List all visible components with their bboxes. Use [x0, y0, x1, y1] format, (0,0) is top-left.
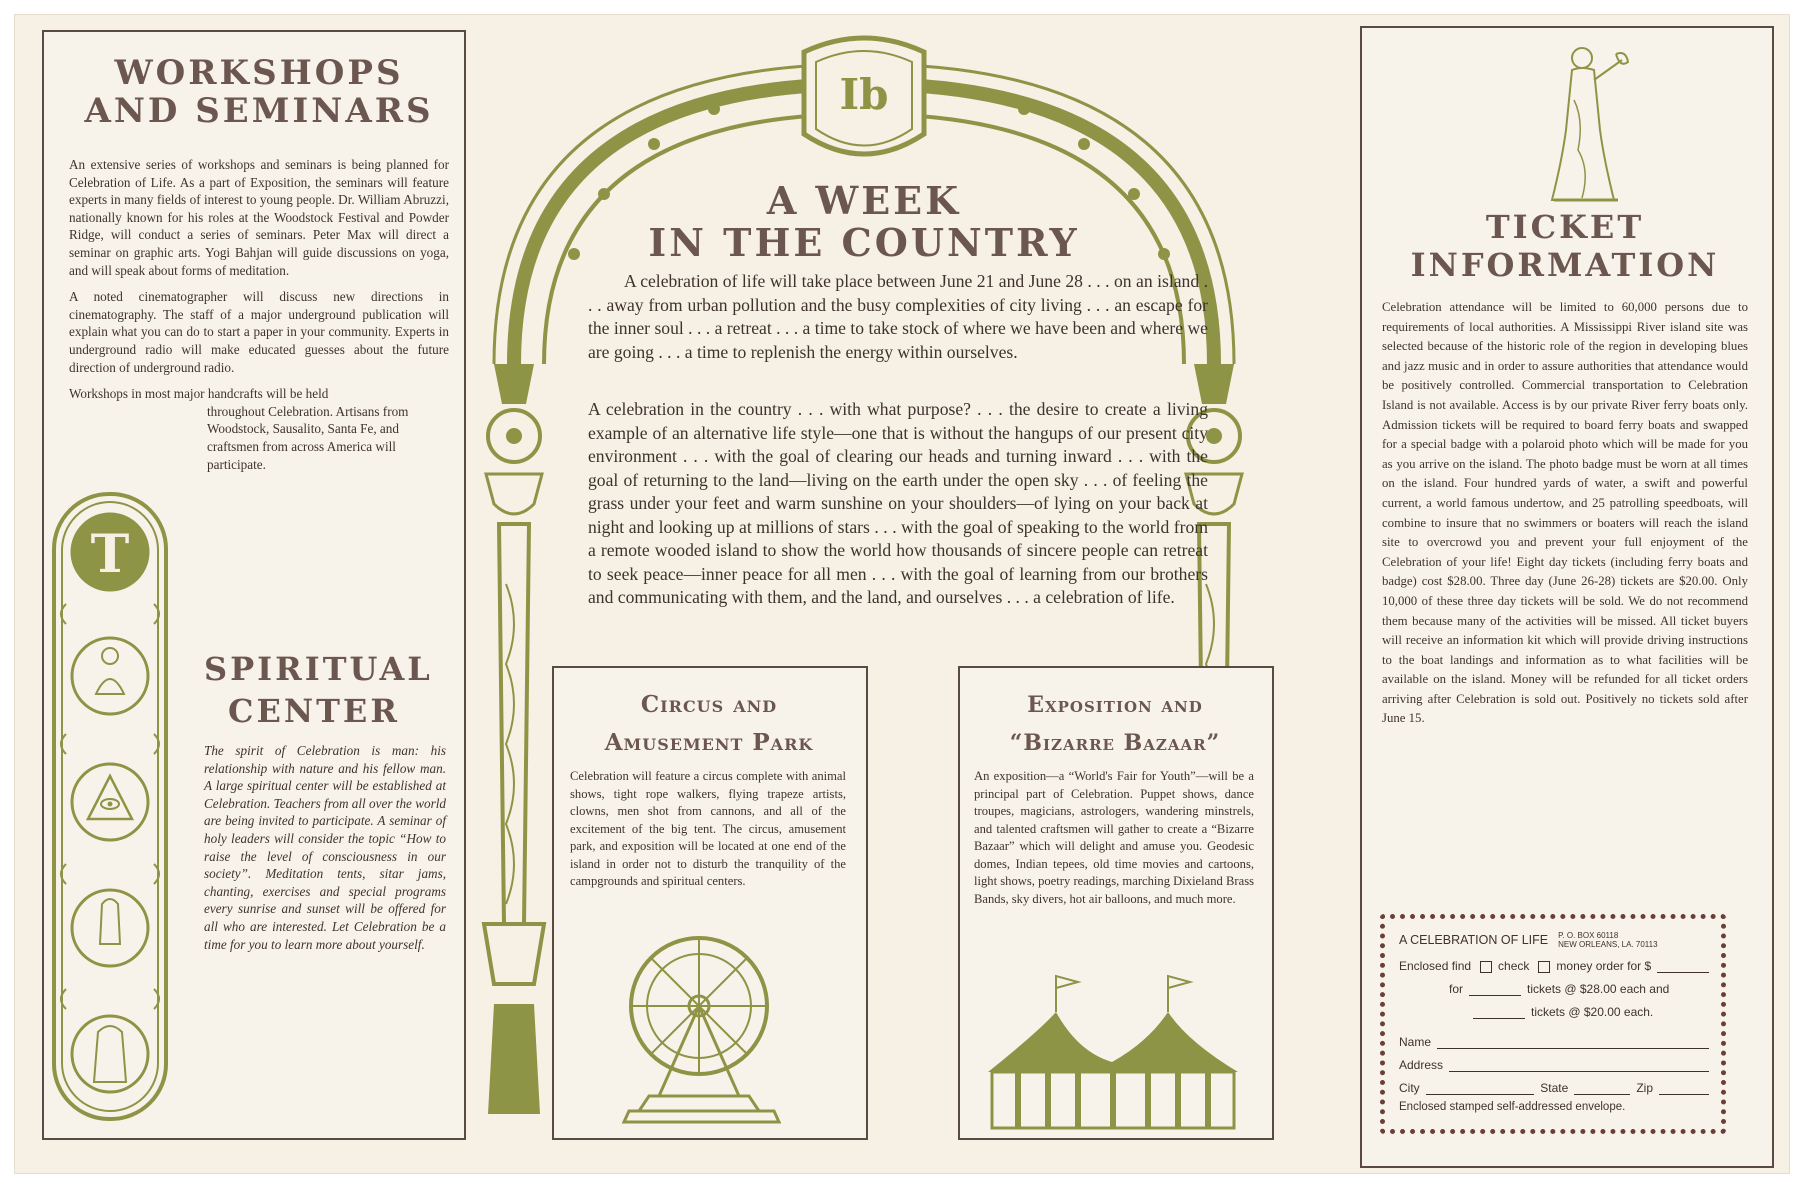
circus-tent-icon — [978, 972, 1248, 1132]
ticket-heading-line2: INFORMATION — [1410, 246, 1720, 284]
workshops-heading-line2: AND SEMINARS — [84, 91, 434, 131]
ticket-information-heading — [1364, 208, 1766, 284]
tickets-28-label: tickets @ $28.00 each and — [1527, 982, 1670, 996]
address-label: Address — [1399, 1058, 1444, 1072]
name-field[interactable] — [1437, 1036, 1709, 1049]
spiritual-center-text: The spirit of Celebration is man: his relationship with nature and his fellow man. A large spiritual center will be established at Celebration. Teachers from all over the world are being invited to participate. A seminar of holy leaders will consider the topic “How to raise the level of consciousness in our society”. Meditation tents, sitar jams, chanting, exercises and special programs every sunrise and sunset will be offered for all who are interested. Let Celebration be a time for you to learn more about yourself. — [204, 743, 446, 952]
exposition-heading — [960, 686, 1270, 762]
workshops-paragraph-3b: throughout Celebration. Artisans from Woodstock, Sausalito, Santa Fe, and craftsmen from across America will participate. — [207, 403, 409, 472]
state-label: State — [1540, 1081, 1569, 1095]
exposition-text: An exposition—a “World's Fair for Youth”—will be a principal part of Celebration. Puppet shows, dance troupes, magicians, astrologers, wandering minstrels, and talented craftsmen will gather to create a “Bizarre Bazaar” which will delight and amuse you. Geodesic domes, Indian tepees, old time movies and cartoons, light shows, poetry readings, marching Dixieland Brass Bands, sky divers, hot air balloons, and much more. — [974, 769, 1254, 906]
order-form-header — [1399, 931, 1709, 949]
circus-heading-line1: Circus and — [640, 691, 778, 718]
zip-field[interactable] — [1659, 1082, 1709, 1095]
ticket-heading-line1: TICKET — [1485, 208, 1645, 246]
payment-row — [1399, 959, 1709, 973]
center-paragraph-1: A celebration of life will take place between June 21 and June 28 . . . on an island . . . away from urban pollution and the busy complexities of city living . . . an escape for the inner soul . . . a retreat . . . a time to take stock of where we have been and where we are going . . . a time to replenish the energy within ourselves. — [588, 271, 1208, 362]
workshops-paragraph-3a: Workshops in most major handcrafts will be held — [69, 386, 329, 402]
tickets-20-row — [1399, 1005, 1709, 1019]
order-form — [1380, 914, 1726, 1134]
form-mailing-address — [1558, 931, 1657, 949]
meditating-figure-icon — [96, 648, 124, 694]
zip-label: Zip — [1636, 1081, 1653, 1095]
ticket-information-text: Celebration attendance will be limited to 60,000 persons due to requirements of local authorities. A Mississippi River island site was selected because of the historic role of the region in developing blues and jazz music and in order to assure authorities that attendance would be positively controlled. Commercial transportation to Celebration Island is not available. Access is by our private River ferry boats only. Admission tickets will be required to board ferry boats and swapped for a special badge with a polaroid photo which will be made for you as you arrive on the island. The photo badge must be worn at all times on the island. Four hundred yards of water, a swift and powerful current, a world famous undertow, and 25 patrolling speedboats, will combine to insure that no swimmers or boaters will reach the island site to overcrowd you and prevent your full enjoyment of the Celebration of your life! Eight day tickets (including ferry boats and badge) cost $28.00. Three day (June 26-28) tickets are $20.00. Only 10,000 of these three day tickets will be sold. We do not recommend them because many of the activities will be missed. All ticket buyers will receive an information kit which will provide driving instructions to the boat landings and information as to what facilities will be available on the island. Money will be refunded for all ticket orders arriving after Celebration is sold out. Positively no tickets sold after June 15. — [1382, 300, 1748, 726]
workshops-heading — [64, 54, 454, 130]
exposition-heading-line1: Exposition and — [1027, 692, 1203, 718]
address-field[interactable] — [1449, 1059, 1709, 1072]
ferris-wheel-icon — [609, 926, 809, 1126]
name-row — [1399, 1035, 1709, 1049]
money-order-label: money order for $ — [1556, 959, 1652, 973]
tao-letter-t: T — [90, 524, 130, 585]
workshops-body — [69, 156, 449, 473]
enclosed-find-checkbox[interactable] — [1480, 961, 1492, 973]
circus-text: Celebration will feature a circus complete with animal shows, tight rope walkers, flying trapeze artists, clowns, men shot from cannons, and all of the excitement of the big tent. The circus, amusement park, and exposition will be located at one end of the island in order not to disturb the tranquility of the campgrounds and spiritual centers. — [570, 769, 846, 888]
form-org-name: A CELEBRATION OF LIFE — [1399, 933, 1549, 947]
spiritual-heading-line1: SPIRITUAL — [204, 650, 433, 688]
for-label: for — [1449, 982, 1464, 996]
spiritual-heading-line2: CENTER — [228, 692, 400, 730]
check-checkbox[interactable] — [1538, 961, 1550, 973]
tickets-28-quantity-field[interactable] — [1469, 983, 1521, 996]
money-order-amount-field[interactable] — [1657, 960, 1709, 973]
circus-heading-line2: Amusement Park — [604, 729, 814, 756]
brochure-sheet — [14, 14, 1790, 1174]
city-field[interactable] — [1426, 1082, 1535, 1095]
spiritual-center-heading — [204, 648, 454, 732]
check-label: check — [1498, 959, 1530, 973]
form-address-line1: P. O. BOX 60118 — [1558, 931, 1619, 940]
week-heading-line2: IN THE COUNTRY — [648, 220, 1080, 265]
state-field[interactable] — [1574, 1082, 1630, 1095]
week-heading-line1: A WEEK — [766, 178, 962, 223]
city-state-zip-row — [1399, 1081, 1709, 1095]
goddess-figure-icon — [1534, 40, 1634, 210]
week-in-country-heading — [614, 180, 1114, 264]
left-column-ornament — [484, 364, 544, 1114]
envelope-note: Enclosed stamped self-addressed envelope. — [1399, 1101, 1626, 1113]
tickets-28-row — [1399, 982, 1709, 996]
address-row — [1399, 1058, 1709, 1072]
workshops-paragraph-2: A noted cinematographer will discuss new directions in cinematography. The staff of a major underground publication will explain what you can do to start a paper in your community. Experts in underground radio will make educated guesses about the future direction of underground radio. — [69, 289, 449, 375]
maiden-figure-icon — [94, 1026, 126, 1082]
workshops-heading-line1: WORKSHOPS — [114, 53, 404, 93]
city-label: City — [1399, 1081, 1420, 1095]
workshops-paragraph-1: An extensive series of workshops and seminars is being planned for Celebration of Life. As a part of Exposition, the seminars will feature experts in many fields of interest to young people. Dr. William Abruzzi, nationally known for his roles at the Woodstock Festival and Powder Ridge, will conduct a series of seminars. Peter Max will direct a seminar on graphic arts. Yogi Bahjan will guide discussions on yoga, and will speak about forms of meditation. — [69, 157, 449, 278]
tickets-20-quantity-field[interactable] — [1473, 1006, 1525, 1019]
enclosed-find-label: Enclosed find — [1399, 959, 1472, 973]
circus-heading — [554, 686, 864, 762]
center-paragraph-2: A celebration in the country . . . with what purpose? . . . the desire to create a living example of an alternative life style—one that is without the hangups of our present city environment . . . with the goal of clearing our heads and turning inward . . . with the goal of returning to the land—living on the earth under the open sky . . . of feeling the grass under your feet and warm sunshine on your shoulders—of lying on your back at night and looking up at millions of stars . . . with the goal of speaking to the world from a remote wooded island to show the world how thousands of sincere people can retreat to seek peace—inner peace for all men . . . with the goal of learning from our brothers and communicating with them, and the land, and ourselves . . . a celebration of life. — [588, 399, 1208, 607]
exposition-heading-line2: “Bizarre Bazaar” — [1009, 730, 1221, 756]
figure-silhouette-icon — [100, 899, 120, 944]
monogram-text: Ib — [839, 70, 889, 119]
form-address-line2: NEW ORLEANS, LA. 70113 — [1558, 940, 1658, 949]
eye-pyramid-icon — [88, 776, 132, 819]
name-label: Name — [1399, 1035, 1432, 1049]
tickets-20-label: tickets @ $20.00 each. — [1531, 1005, 1654, 1019]
